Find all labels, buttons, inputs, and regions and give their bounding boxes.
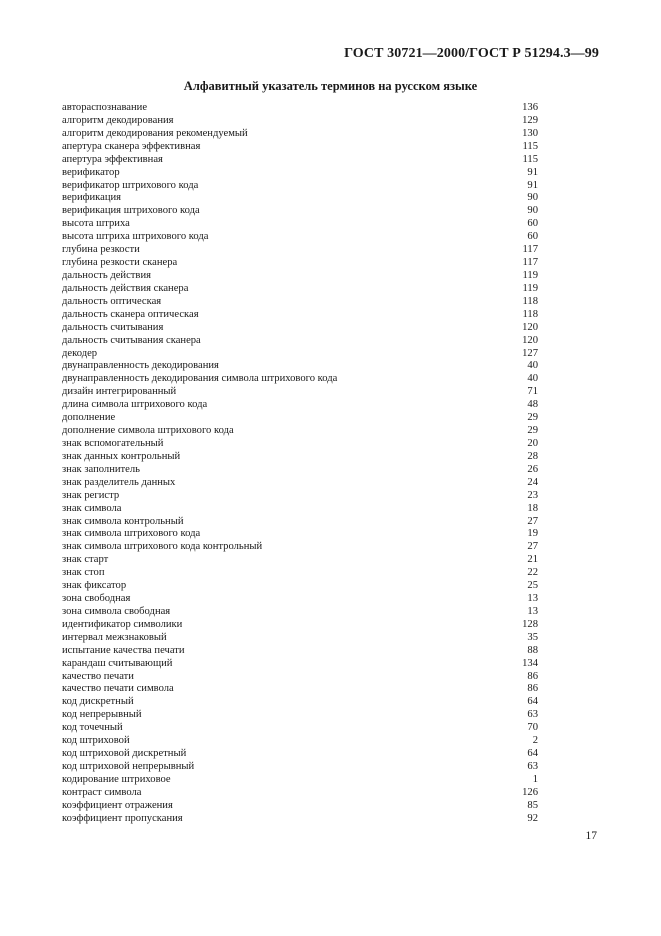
- index-term: контраст символа: [62, 786, 142, 798]
- index-entry: [62, 696, 538, 709]
- index-page-ref: 27: [527, 515, 538, 527]
- index-term: коэффициент отражения: [62, 799, 173, 811]
- index-entry: [62, 683, 538, 696]
- index-term: алгоритм декодирования: [62, 114, 174, 126]
- index-title: Алфавитный указатель терминов на русском языке: [183, 79, 478, 93]
- index-term: дальность сканера оптическая: [62, 308, 199, 320]
- index-page-ref: 85: [527, 799, 538, 811]
- index-entry: [62, 218, 538, 231]
- index-entry: [62, 309, 538, 322]
- index-entry: [62, 386, 538, 399]
- index-term: дополнение символа штрихового кода: [62, 425, 234, 437]
- index-term: зона свободная: [62, 593, 131, 605]
- index-term: качество печати: [62, 670, 134, 682]
- index-entry: [62, 438, 538, 451]
- term-index-list: [62, 102, 538, 826]
- index-entry: [62, 257, 538, 270]
- index-page-ref: 119: [522, 269, 538, 281]
- index-term: апертура сканера эффективная: [62, 140, 201, 152]
- index-entry: [62, 425, 538, 438]
- index-page-ref: 88: [527, 644, 538, 656]
- index-page-ref: 92: [527, 812, 538, 824]
- index-entry: [62, 761, 538, 774]
- index-page-ref: 127: [522, 347, 538, 359]
- index-entry: [62, 451, 538, 464]
- index-term: знак регистр: [62, 489, 120, 501]
- index-term: автораспознавание: [62, 102, 148, 113]
- index-entry: [62, 619, 538, 632]
- index-page-ref: 91: [527, 179, 538, 191]
- index-entry: [62, 231, 538, 244]
- index-term: верификатор: [62, 166, 120, 178]
- index-page-ref: 130: [522, 127, 538, 139]
- index-entry: [62, 645, 538, 658]
- index-entry: [62, 800, 538, 813]
- index-page-ref: 118: [522, 308, 538, 320]
- index-entry: [62, 154, 538, 167]
- index-page-ref: 64: [527, 748, 538, 760]
- index-entry: [62, 412, 538, 425]
- index-entry: [62, 516, 538, 529]
- index-entry: [62, 373, 538, 386]
- index-entry: [62, 296, 538, 309]
- index-entry: [62, 813, 538, 826]
- index-page-ref: 24: [527, 476, 538, 488]
- index-page-ref: 40: [527, 360, 538, 372]
- index-page-ref: 22: [527, 567, 538, 579]
- index-entry: [62, 270, 538, 283]
- index-page-ref: 27: [527, 541, 538, 553]
- index-term: двунаправленность декодирования: [62, 360, 219, 372]
- index-term: знак стоп: [62, 567, 105, 579]
- index-term: испытание качества печати: [62, 644, 185, 656]
- index-entry: [62, 774, 538, 787]
- index-entry: [62, 490, 538, 503]
- index-page-ref: 40: [527, 373, 538, 385]
- index-term: идентификатор символики: [62, 618, 183, 630]
- index-entry: [62, 567, 538, 580]
- index-page-ref: 29: [527, 412, 538, 424]
- index-page-ref: 26: [527, 463, 538, 475]
- index-page-ref: 63: [527, 761, 538, 773]
- index-term: знак символа: [62, 502, 122, 514]
- index-term: знак фиксатор: [62, 580, 127, 592]
- index-page-ref: 48: [527, 399, 538, 411]
- index-entry: [62, 722, 538, 735]
- index-page-ref: 117: [522, 244, 538, 256]
- index-term: верификация: [62, 192, 122, 204]
- index-page-ref: 90: [527, 205, 538, 217]
- index-entry: [62, 787, 538, 800]
- index-entry: [62, 360, 538, 373]
- index-page-ref: 21: [527, 554, 538, 566]
- index-entry: [62, 709, 538, 722]
- index-page-ref: 120: [522, 334, 538, 346]
- index-entry: [62, 244, 538, 257]
- index-term: глубина резкости: [62, 244, 140, 256]
- index-page-ref: 117: [522, 257, 538, 269]
- index-term: код дискретный: [62, 696, 134, 708]
- index-term: дальность считывания: [62, 321, 164, 333]
- index-entry: [62, 671, 538, 684]
- index-term: декодер: [62, 347, 98, 359]
- index-term: коэффициент пропускания: [62, 812, 183, 824]
- index-entry: [62, 128, 538, 141]
- index-page-ref: 2: [532, 735, 538, 747]
- index-entry: [62, 180, 538, 193]
- index-entry: [62, 477, 538, 490]
- index-entry: [62, 735, 538, 748]
- index-page-ref: 126: [522, 786, 538, 798]
- index-term: качество печати символа: [62, 683, 174, 695]
- index-term: знак символа штрихового кода контрольный: [62, 541, 263, 553]
- index-term: знак заполнитель: [62, 463, 140, 475]
- index-page-ref: 28: [527, 450, 538, 462]
- index-page-ref: 134: [522, 657, 538, 669]
- index-page-ref: 18: [527, 502, 538, 514]
- index-term: интервал межзнаковый: [62, 631, 167, 643]
- index-page-ref: 120: [522, 321, 538, 333]
- index-page-ref: 19: [527, 528, 538, 540]
- index-entry: [62, 580, 538, 593]
- index-entry: [62, 102, 538, 115]
- index-entry: [62, 335, 538, 348]
- index-page-ref: 128: [522, 618, 538, 630]
- index-term: дальность действия: [62, 269, 151, 281]
- index-page-ref: 64: [527, 696, 538, 708]
- index-term: знак символа контрольный: [62, 515, 184, 527]
- index-term: карандаш считывающий: [62, 657, 173, 669]
- document-header-code: ГОСТ 30721—2000/ГОСТ Р 51294.3—99: [344, 46, 599, 61]
- index-term: код непрерывный: [62, 709, 142, 721]
- index-term: алгоритм декодирования рекомендуемый: [62, 127, 248, 139]
- index-term: дальность считывания сканера: [62, 334, 201, 346]
- index-term: знак данных контрольный: [62, 450, 181, 462]
- index-term: дальность действия сканера: [62, 282, 189, 294]
- index-term: знак вспомогательный: [62, 437, 164, 449]
- index-entry: [62, 192, 538, 205]
- index-page-ref: 136: [522, 102, 538, 113]
- index-entry: [62, 348, 538, 361]
- index-page-ref: 29: [527, 425, 538, 437]
- index-term: знак символа штрихового кода: [62, 528, 201, 540]
- index-page-ref: 13: [527, 593, 538, 605]
- index-page-ref: 60: [527, 231, 538, 243]
- index-page-ref: 63: [527, 709, 538, 721]
- index-page-ref: 129: [522, 114, 538, 126]
- index-term: глубина резкости сканера: [62, 257, 178, 269]
- index-term: кодирование штриховое: [62, 773, 171, 785]
- index-page-ref: 23: [527, 489, 538, 501]
- index-page-ref: 118: [522, 295, 538, 307]
- index-term: код точечный: [62, 722, 123, 734]
- index-page-ref: 91: [527, 166, 538, 178]
- index-entry: [62, 167, 538, 180]
- index-term: двунаправленность декодирования символа штрихового кода: [62, 373, 338, 385]
- index-entry: [62, 283, 538, 296]
- index-page-ref: 13: [527, 605, 538, 617]
- index-page-ref: 70: [527, 722, 538, 734]
- index-term: апертура эффективная: [62, 153, 163, 165]
- index-page-ref: 20: [527, 437, 538, 449]
- index-entry: [62, 632, 538, 645]
- index-page-ref: 86: [527, 683, 538, 695]
- index-page-ref: 115: [522, 153, 538, 165]
- index-term: верификатор штрихового кода: [62, 179, 199, 191]
- index-term: код штриховой: [62, 735, 130, 747]
- index-page-ref: 60: [527, 218, 538, 230]
- index-term: дизайн интегрированный: [62, 386, 177, 398]
- index-entry: [62, 541, 538, 554]
- index-term: код штриховой непрерывный: [62, 761, 195, 773]
- index-entry: [62, 554, 538, 567]
- index-page-ref: 119: [522, 282, 538, 294]
- index-entry: [62, 658, 538, 671]
- index-term: высота штриха штрихового кода: [62, 231, 209, 243]
- index-page-ref: 71: [527, 386, 538, 398]
- index-entry: [62, 205, 538, 218]
- index-entry: [62, 464, 538, 477]
- index-term: знак разделитель данных: [62, 476, 176, 488]
- index-entry: [62, 748, 538, 761]
- index-entry: [62, 115, 538, 128]
- index-page-ref: 35: [527, 631, 538, 643]
- index-term: дополнение: [62, 412, 116, 424]
- index-entry: [62, 322, 538, 335]
- index-entry: [62, 399, 538, 412]
- index-entry: [62, 528, 538, 541]
- index-term: код штриховой дискретный: [62, 748, 187, 760]
- index-page-ref: 86: [527, 670, 538, 682]
- index-term: длина символа штрихового кода: [62, 399, 208, 411]
- index-page-ref: 115: [522, 140, 538, 152]
- index-term: верификация штрихового кода: [62, 205, 200, 217]
- index-term: зона символа свободная: [62, 605, 171, 617]
- page-number: 17: [585, 830, 597, 842]
- index-entry: [62, 606, 538, 619]
- index-term: знак старт: [62, 554, 109, 566]
- index-entry: [62, 503, 538, 516]
- index-entry: [62, 141, 538, 154]
- index-page-ref: 25: [527, 580, 538, 592]
- index-page-ref: 90: [527, 192, 538, 204]
- index-page-ref: 1: [532, 773, 538, 785]
- index-term: высота штриха: [62, 218, 130, 230]
- index-entry: [62, 593, 538, 606]
- index-term: дальность оптическая: [62, 295, 162, 307]
